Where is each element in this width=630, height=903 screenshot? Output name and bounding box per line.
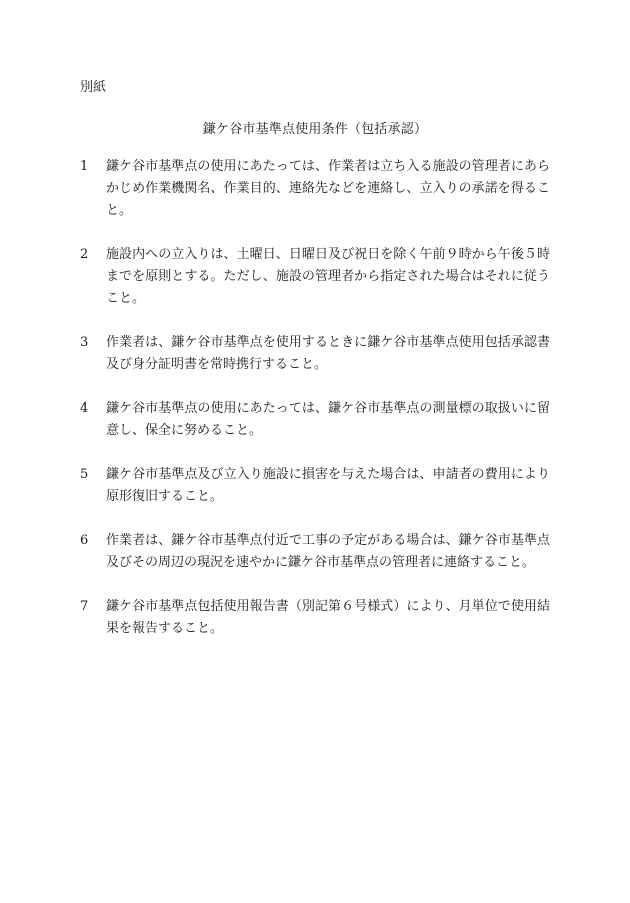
condition-number: 1	[80, 159, 89, 174]
condition-item-5	[80, 464, 550, 508]
condition-item-7	[80, 596, 550, 640]
condition-text: 作業者は、鎌ケ谷市基準点を使用するときに鎌ケ谷市基準点使用包括承認書及び身分証明書を常時携行すること。	[106, 335, 550, 372]
condition-text: 鎌ケ谷市基準点及び立入り施設に損害を与えた場合は、申請者の費用により原形復旧すること。	[106, 467, 550, 504]
condition-text: 施設内への立入りは、土曜日、日曜日及び祝日を除く午前９時から午後５時までを原則とする。ただし、施設の管理者から指定された場合はそれに従うこと。	[106, 247, 550, 306]
condition-item-1	[80, 156, 550, 222]
condition-text: 作業者は、鎌ケ谷市基準点付近で工事の予定がある場合は、鎌ケ谷市基準点及びその周辺の現況を速やかに鎌ケ谷市基準点の管理者に連絡すること。	[106, 533, 550, 570]
condition-item-2	[80, 244, 550, 310]
condition-number: 5	[80, 467, 89, 482]
condition-number: 2	[80, 247, 89, 262]
condition-item-3	[80, 332, 550, 376]
condition-text: 鎌ケ谷市基準点の使用にあたっては、作業者は立ち入る施設の管理者にあらかじめ作業機関名、作業目的、連絡先などを連絡し、立入りの承諾を得ること。	[106, 159, 550, 218]
condition-item-4	[80, 398, 550, 442]
condition-number: 7	[80, 599, 89, 614]
condition-number: 3	[80, 335, 89, 350]
document-title: 鎌ケ谷市基準点使用条件（包括承認）	[202, 122, 428, 137]
condition-list	[80, 156, 550, 662]
condition-number: 6	[80, 533, 89, 548]
condition-item-6	[80, 530, 550, 574]
attachment-label: 別紙	[80, 80, 107, 95]
condition-text: 鎌ケ谷市基準点の使用にあたっては、鎌ケ谷市基準点の測量標の取扱いに留意し、保全に努めること。	[106, 401, 550, 438]
condition-text: 鎌ケ谷市基準点包括使用報告書（別記第６号様式）により、月単位で使用結果を報告すること。	[106, 599, 550, 636]
condition-number: 4	[80, 401, 89, 416]
